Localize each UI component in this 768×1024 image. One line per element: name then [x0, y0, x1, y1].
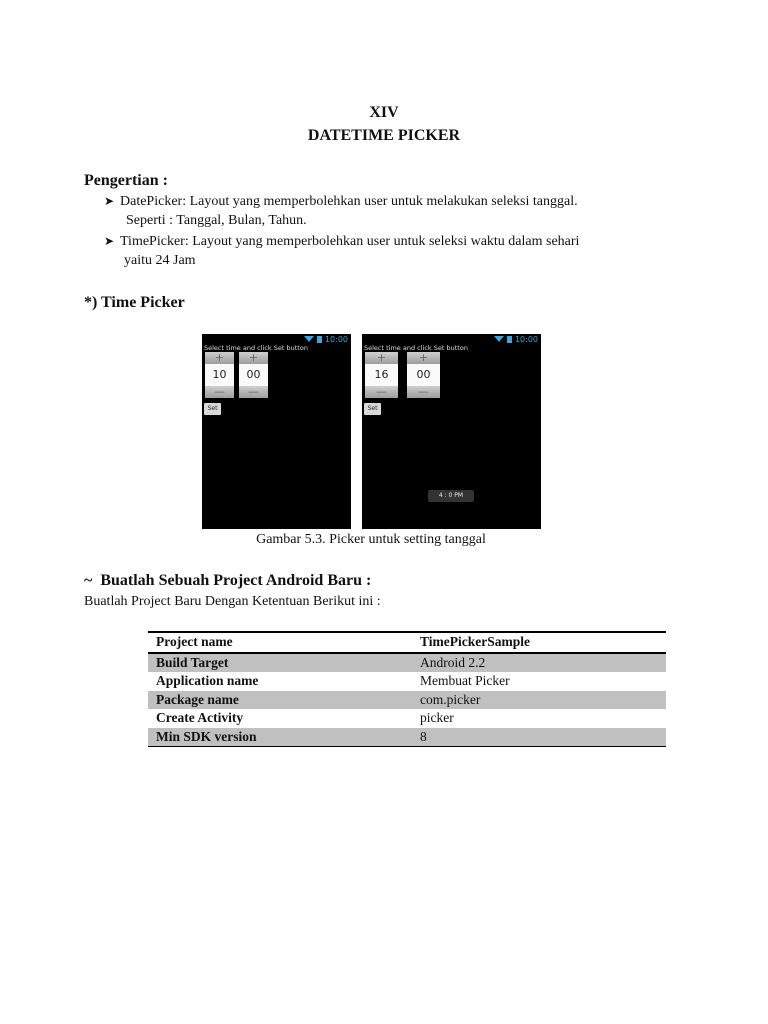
battery-icon	[507, 336, 512, 343]
increment-button[interactable]: +	[365, 352, 398, 364]
section-heading-project: ~ Buatlah Sebuah Project Android Baru :	[84, 572, 372, 589]
definition-item	[104, 232, 579, 270]
table-key: Build Target	[148, 653, 412, 673]
increment-button[interactable]: +	[239, 352, 268, 364]
time-toast: 4 : 0 PM	[428, 490, 474, 502]
definition-item	[104, 192, 578, 230]
table-row	[148, 728, 666, 747]
table-row	[148, 691, 666, 710]
decrement-button[interactable]: —	[205, 386, 234, 398]
battery-icon	[317, 336, 322, 343]
table-value: com.picker	[412, 691, 666, 710]
figure-caption: Gambar 5.3. Picker untuk setting tanggal	[256, 532, 486, 547]
definition-item-text: DatePicker: Layout yang memperbolehkan user untuk melakukan seleksi tanggal.	[120, 194, 578, 209]
definition-item-text: yaitu 24 Jam	[124, 253, 196, 268]
picker-prompt: Select time and click Set button	[364, 344, 468, 352]
table-value: 8	[412, 728, 666, 747]
chapter-number: XIV	[369, 104, 399, 121]
table-value: picker	[420, 710, 454, 726]
phone-screenshot	[202, 334, 351, 529]
status-bar	[202, 334, 351, 344]
table-key: Package name	[148, 691, 412, 710]
hour-spinner[interactable]	[205, 352, 234, 398]
section-heading-time-picker: *) Time Picker	[84, 294, 185, 311]
decrement-button[interactable]: —	[407, 386, 440, 398]
status-clock: 10:00	[514, 334, 538, 344]
table-key: Project name	[148, 632, 412, 653]
minute-value[interactable]: 00	[239, 364, 268, 386]
decrement-button[interactable]: —	[365, 386, 398, 398]
phone-screenshot	[362, 334, 541, 529]
status-clock: 10:00	[324, 334, 348, 344]
table-value: Android 2.2	[412, 653, 666, 673]
minute-spinner[interactable]	[407, 352, 440, 398]
wifi-icon	[304, 336, 314, 342]
wifi-icon	[494, 336, 504, 342]
arrow-bullet-icon: ➤	[104, 194, 115, 208]
arrow-bullet-icon: ➤	[104, 234, 115, 248]
increment-button[interactable]: +	[205, 352, 234, 364]
hour-spinner[interactable]	[365, 352, 398, 398]
definition-item-text: Seperti : Tanggal, Bulan, Tahun.	[126, 213, 307, 228]
definition-heading: Pengertian :	[84, 172, 168, 189]
set-button[interactable]: Set	[364, 403, 381, 415]
table-value: TimePickerSample	[412, 632, 666, 653]
status-bar	[362, 334, 541, 344]
table-key: Create Activity	[156, 710, 244, 726]
chapter-title: DATETIME PICKER	[307, 127, 461, 144]
table-key: Application name	[156, 673, 259, 689]
definition-item-text: TimePicker: Layout yang memperbolehkan user untuk seleksi waktu dalam sehari	[120, 234, 580, 249]
hour-value[interactable]: 10	[205, 364, 234, 386]
set-button[interactable]: Set	[204, 403, 221, 415]
project-spec-table	[148, 631, 666, 747]
project-intro: Buatlah Project Baru Dengan Ketentuan Berikut ini :	[84, 594, 381, 609]
table-key: Min SDK version	[148, 728, 412, 747]
increment-button[interactable]: +	[407, 352, 440, 364]
hour-value[interactable]: 16	[365, 364, 398, 386]
table-row	[148, 653, 666, 673]
table-row	[148, 672, 666, 691]
table-value: Membuat Picker	[420, 673, 510, 689]
decrement-button[interactable]: —	[239, 386, 268, 398]
table-row	[148, 709, 666, 728]
picker-prompt: Select time and click Set button	[204, 344, 308, 352]
table-row	[148, 632, 666, 653]
minute-value[interactable]: 00	[407, 364, 440, 386]
minute-spinner[interactable]	[239, 352, 268, 398]
